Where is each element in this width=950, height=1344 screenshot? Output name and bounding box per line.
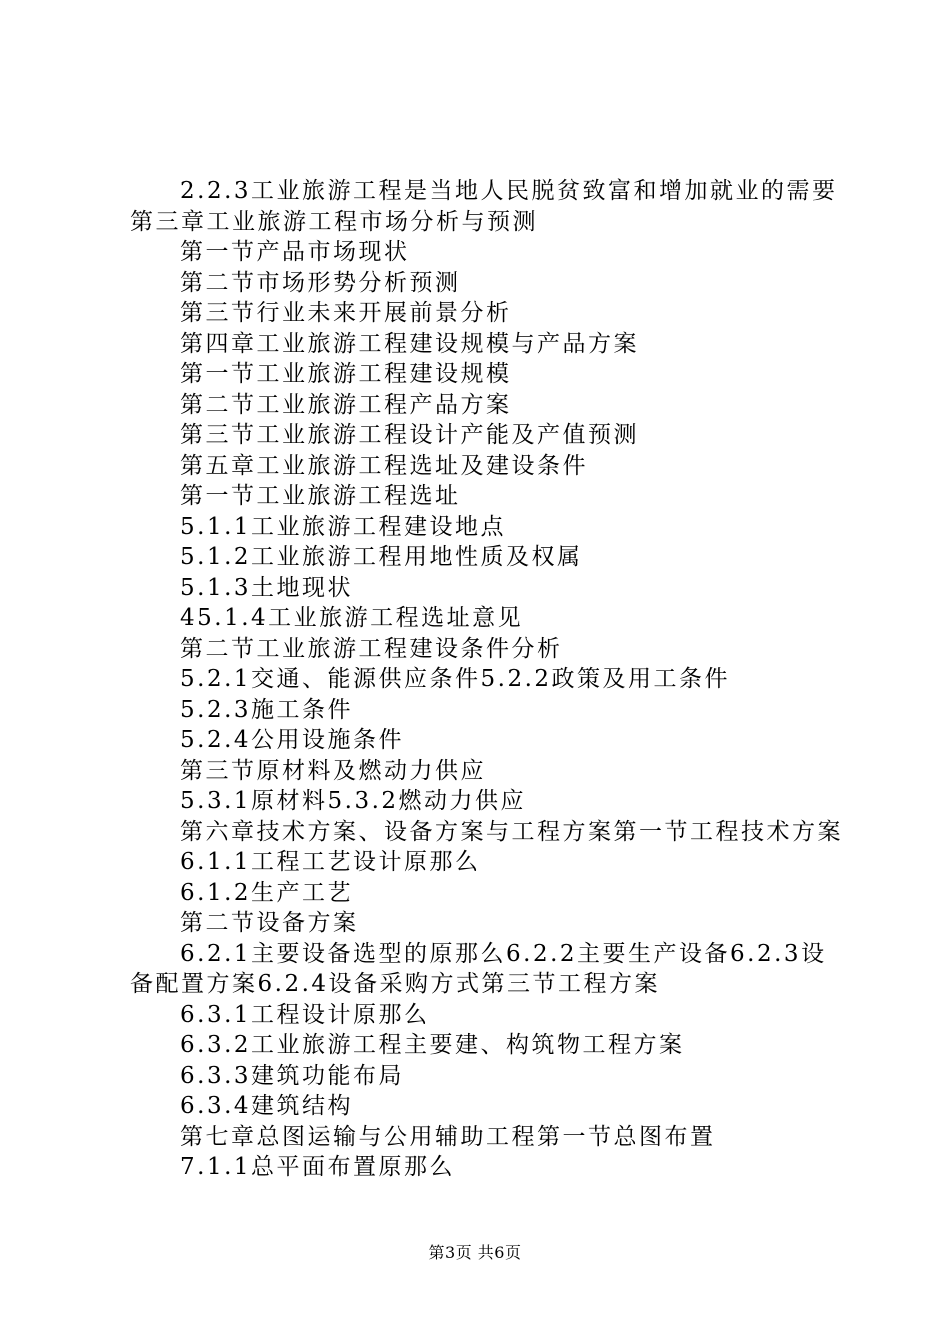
text-line: 5.2.1交通、能源供应条件5.2.2政策及用工条件	[180, 666, 731, 692]
text-line: 6.3.2工业旅游工程主要建、构筑物工程方案	[180, 1032, 685, 1058]
text-line: 第一节工业旅游工程选址	[180, 483, 461, 509]
text-line: 5.1.2工业旅游工程用地性质及权属	[180, 544, 583, 570]
text-line: 第二节市场形势分析预测	[180, 269, 461, 296]
text-line: 6.2.1主要设备选型的原那么6.2.2主要生产设备6.2.3设	[180, 940, 827, 967]
text-line: 第五章工业旅游工程选址及建设条件	[180, 452, 588, 479]
text-line: 6.3.3建筑功能布局	[180, 1062, 405, 1089]
text-line: 第七章总图运输与公用辅助工程第一节总图布置	[180, 1123, 716, 1150]
text-line: 6.3.4建筑结构	[180, 1093, 354, 1119]
text-line: 备配置方案6.2.4设备采购方式第三节工程方案	[130, 971, 661, 997]
text-line: 5.1.1工业旅游工程建设地点	[180, 513, 507, 540]
text-line: 第三节原材料及燃动力供应	[180, 757, 486, 784]
text-line: 5.1.3土地现状	[180, 574, 354, 601]
text-line: 第六章技术方案、设备方案与工程方案第一节工程技术方案	[180, 818, 843, 845]
chapter-heading: 第三章工业旅游工程市场分析与预测	[130, 208, 538, 235]
text-line: 第一节产品市场现状	[180, 239, 410, 265]
text-line: 6.3.1工程设计原那么	[180, 1001, 430, 1028]
document-body	[0, 176, 950, 1183]
text-line: 第一节工业旅游工程建设规模	[180, 361, 512, 387]
text-line: 5.2.3施工条件	[180, 696, 354, 723]
text-line: 第二节设备方案	[180, 910, 359, 936]
text-line: 5.2.4公用设施条件	[180, 727, 405, 753]
text-line: 第三节行业未来开展前景分析	[180, 300, 512, 326]
text-line: 第二节工业旅游工程建设条件分析	[180, 635, 563, 662]
text-line: 5.3.1原材料5.3.2燃动力供应	[180, 788, 527, 814]
page-number-footer: 第3页 共6页	[428, 1243, 522, 1262]
text-line: 第三节工业旅游工程设计产能及产值预测	[180, 422, 639, 448]
text-line: 6.1.1工程工艺设计原那么	[180, 849, 481, 875]
text-line: 7.1.1总平面布置原那么	[180, 1154, 456, 1180]
text-line: 6.1.2生产工艺	[180, 879, 354, 906]
text-line: 2.2.3工业旅游工程是当地人民脱贫致富和增加就业的需要	[180, 178, 838, 204]
text-line: 第四章工业旅游工程建设规模与产品方案	[180, 330, 639, 357]
text-line: 45.1.4工业旅游工程选址意见	[180, 605, 524, 631]
text-line: 第二节工业旅游工程产品方案	[180, 391, 512, 418]
